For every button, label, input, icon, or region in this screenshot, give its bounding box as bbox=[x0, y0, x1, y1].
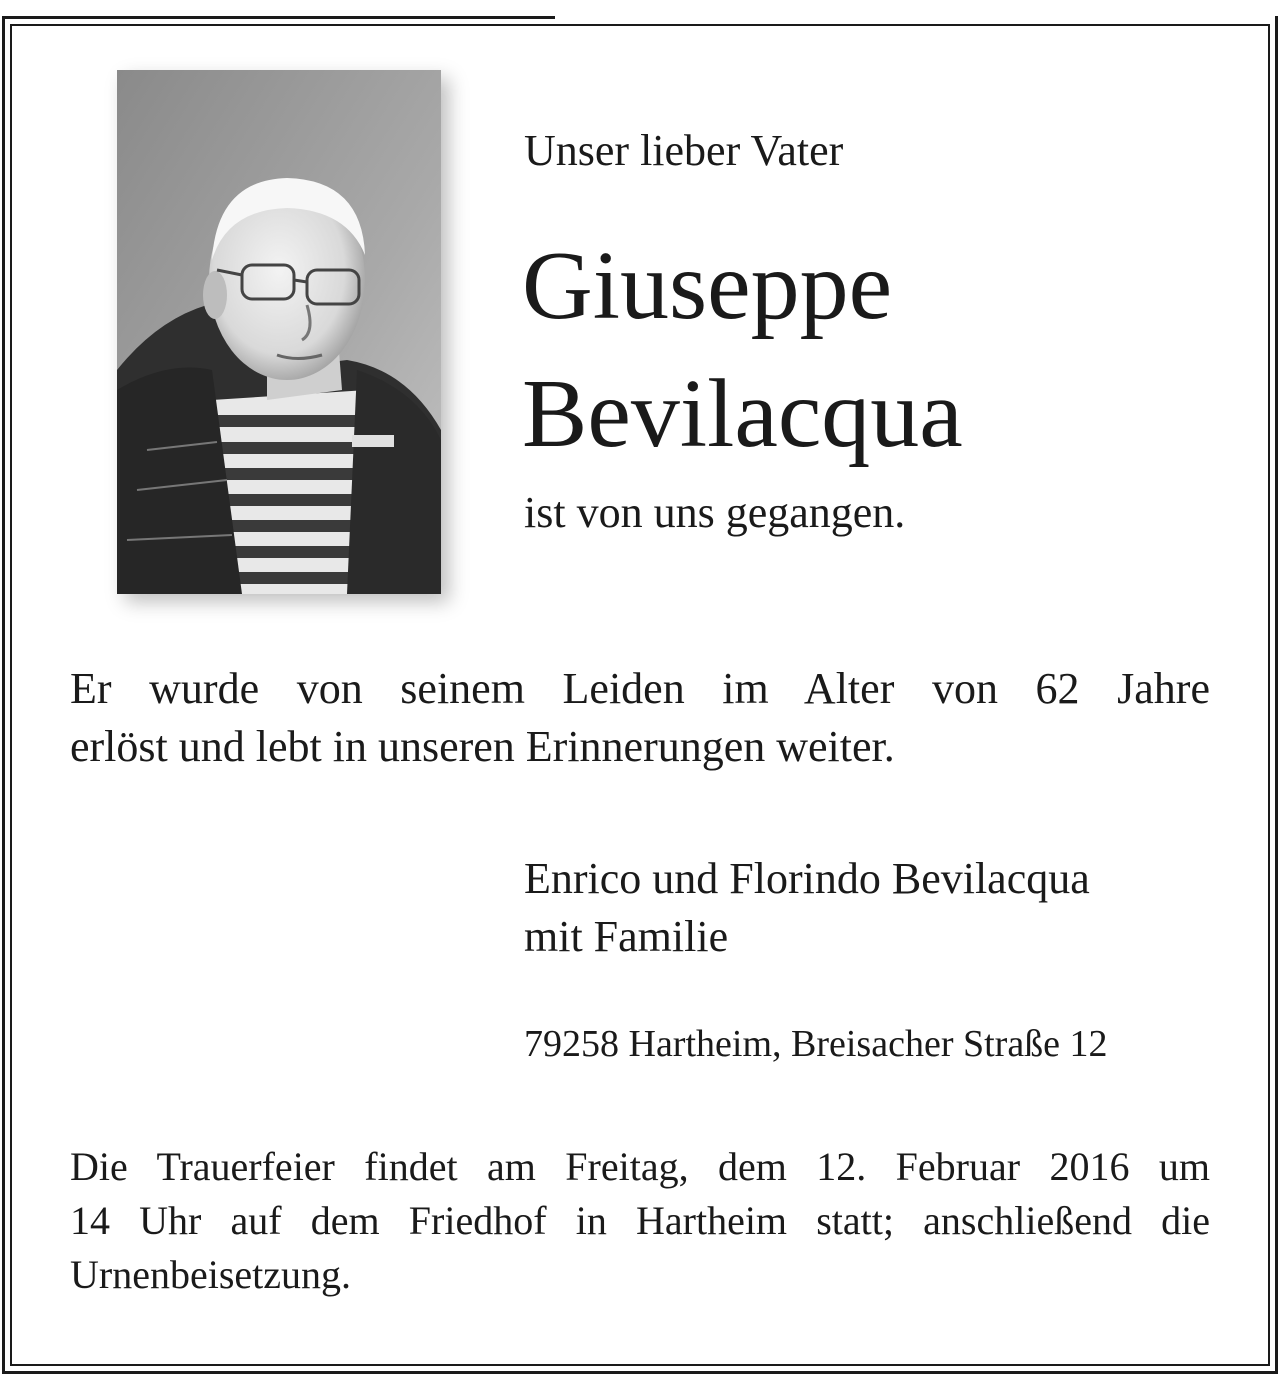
signatories-line-2: mit Familie bbox=[524, 912, 729, 961]
intro-line: Unser lieber Vater bbox=[524, 126, 844, 175]
signatories bbox=[524, 850, 1090, 966]
ceremony-line-1: Die Trauerfeier findet am Freitag, dem 12. Februar 2016 um bbox=[70, 1144, 1210, 1189]
last-name: Bevilacqua bbox=[522, 360, 963, 468]
deceased-name bbox=[522, 222, 1242, 478]
signatories-line-1: Enrico und Florindo Bevilacqua bbox=[524, 854, 1090, 903]
ceremony-line-3: Urnenbeisetzung. bbox=[70, 1252, 352, 1297]
ceremony-details bbox=[70, 1140, 1210, 1302]
ceremony-line-2: 14 Uhr auf dem Friedhof in Hartheim statt; anschließend die bbox=[70, 1198, 1210, 1243]
first-name: Giuseppe bbox=[522, 232, 893, 340]
portrait-photo bbox=[117, 70, 441, 594]
message-line-1: Er wurde von seinem Leiden im Alter von 62 Jahre bbox=[70, 664, 1210, 713]
family-address: 79258 Hartheim, Breisacher Straße 12 bbox=[524, 1023, 1108, 1065]
memorial-message bbox=[70, 660, 1210, 776]
message-line-2: erlöst und lebt in unseren Erinnerungen weiter. bbox=[70, 722, 895, 771]
border-gap bbox=[555, 12, 1275, 22]
outro-line: ist von uns gegangen. bbox=[524, 488, 906, 537]
